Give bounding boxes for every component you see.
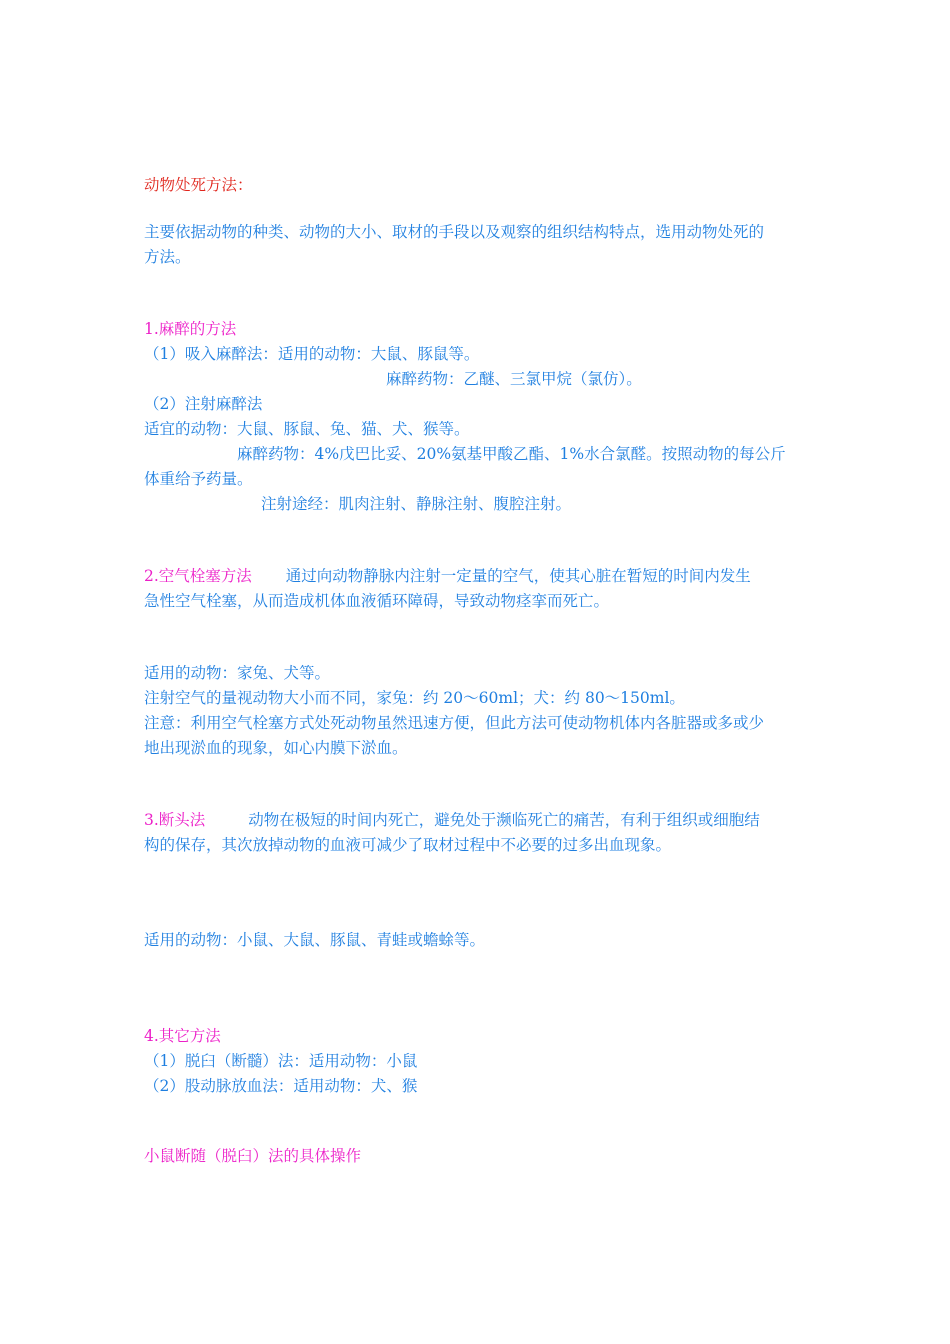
section-4-heading: 4.其它方法 bbox=[144, 1027, 221, 1045]
s3-text-2: 构的保存，其次放掉动物的血液可减少了取材过程中不必要的过多出血现象。 bbox=[144, 836, 672, 854]
intro-line-1: 主要依据动物的种类、动物的大小、取材的手段以及观察的组织结构特点，选用动物处死的 bbox=[144, 223, 765, 241]
s4-line-1: （1）脱臼（断髓）法：适用动物：小鼠 bbox=[144, 1052, 418, 1070]
s3-paragraph-line-1 bbox=[144, 810, 760, 830]
s1-line-1: （1）吸入麻醉法：适用的动物：大鼠、豚鼠等。 bbox=[144, 345, 480, 363]
s1-line-6: 体重给予药量。 bbox=[144, 470, 253, 488]
s2-line-4: 地出现淤血的现象，如心内膜下淤血。 bbox=[144, 739, 408, 757]
s4-line-2: （2）股动脉放血法：适用动物：犬、猴 bbox=[144, 1077, 418, 1095]
s1-line-7: 注射途经：肌肉注射、静脉注射、腹腔注射。 bbox=[261, 495, 572, 513]
s3-text-1: 动物在极短的时间内死亡，避免处于濒临死亡的痛苦，有利于组织或细胞结 bbox=[248, 811, 760, 829]
s2-line-2: 注射空气的量视动物大小而不同，家兔：约 20～60ml；犬：约 80～150ml。 bbox=[144, 689, 685, 707]
page-title: 动物处死方法： bbox=[144, 176, 253, 194]
s1-line-5: 麻醉药物：4%戊巴比妥、20%氨基甲酸乙酯、1%水合氯醛。按照动物的每公斤 bbox=[237, 445, 786, 463]
s1-line-3: （2）注射麻醉法 bbox=[144, 395, 263, 413]
s2-text-2: 急性空气栓塞，从而造成机体血液循环障碍，导致动物痉挛而死亡。 bbox=[144, 592, 610, 610]
subsection-heading: 小鼠断随（脱臼）法的具体操作 bbox=[144, 1147, 362, 1165]
s1-line-4: 适宜的动物：大鼠、豚鼠、兔、猫、犬、猴等。 bbox=[144, 420, 470, 438]
s1-line-2: 麻醉药物：乙醚、三氯甲烷（氯仿）。 bbox=[386, 370, 642, 388]
section-1-heading: 1.麻醉的方法 bbox=[144, 320, 237, 338]
s2-paragraph-line-1 bbox=[144, 566, 751, 586]
s2-line-1: 适用的动物：家兔、犬等。 bbox=[144, 664, 331, 682]
s2-line-3: 注意：利用空气栓塞方式处死动物虽然迅速方便，但此方法可使动物机体内各脏器或多或少 bbox=[144, 714, 765, 732]
section-2-heading: 2.空气栓塞方法 bbox=[144, 567, 252, 585]
section-3-heading: 3.断头法 bbox=[144, 811, 206, 829]
intro-line-2: 方法。 bbox=[144, 248, 191, 266]
s3-line-1: 适用的动物：小鼠、大鼠、豚鼠、青蛙或蟾蜍等。 bbox=[144, 931, 486, 949]
s2-text-1: 通过向动物静脉内注射一定量的空气，使其心脏在暂短的时间内发生 bbox=[285, 567, 751, 585]
